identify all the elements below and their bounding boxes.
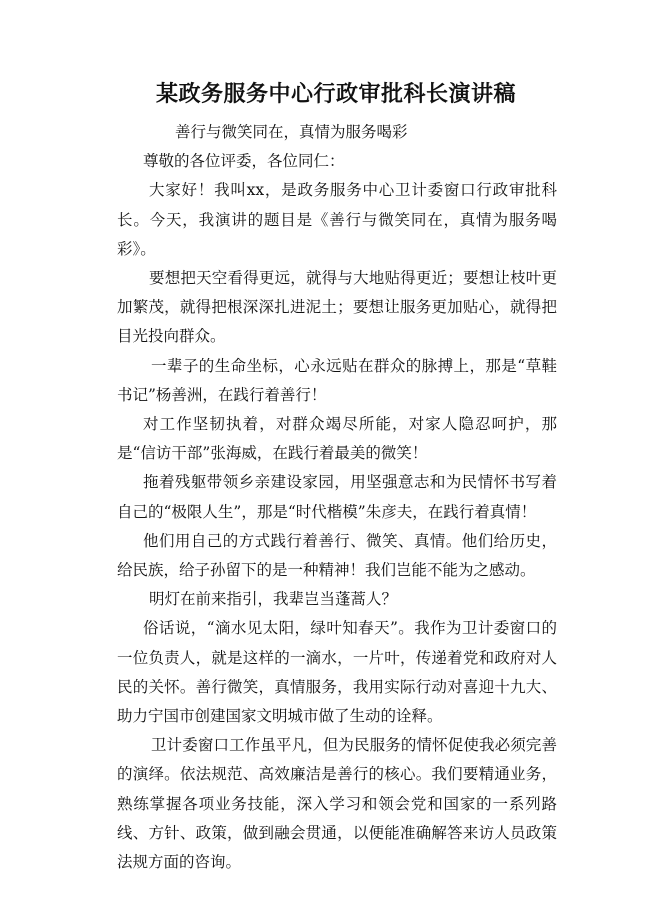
paragraph: 卫计委窗口工作虽平凡，但为民服务的情怀促使我必须完善的演绎。依法规范、高效廉洁是善行的核心。我们要精通业务，熟练掌握各项业务技能，深入学习和领会党和国家的一系列路线、方针、政策，做到融会贯通，以便能准确解答来访人员政策法规方面的咨询。 xyxy=(117,736,557,872)
paragraph: 一辈子的生命坐标，心永远贴在群众的脉搏上，那是“草鞋书记”杨善洲，在践行着善行！ xyxy=(117,356,557,404)
document-title: 某政务服务中心行政审批科长演讲稿 xyxy=(155,81,516,107)
document-body xyxy=(117,118,557,877)
paragraph: 他们用自己的方式践行着善行、微笑、真情。他们给历史，给民族，给子孙留下的是一种精神！我们岂能不能为之感动。 xyxy=(117,531,557,580)
paragraph: 大家好！我叫xx，是政务服务中心卫计委窗口行政审批科长。今天，我演讲的题目是《善行与微笑同在，真情为服务喝彩》。 xyxy=(117,181,557,258)
speech-subtitle: 善行与微笑同在，真情为服务喝彩 xyxy=(175,123,408,141)
paragraph: 俗话说，“滴水见太阳，绿叶知春天”。我作为卫计委窗口的一位负责人，就是这样的一滴水，一片叶，传递着党和政府对人民的关怀。善行微笑，真情服务，我用实际行动对喜迎十九大、助力宁国市创建国家文明城市做了生动的诠释。 xyxy=(117,619,557,726)
paragraph: 要想把天空看得更远，就得与大地贴得更近；要想让枝叶更加繁茂，就得把根深深扎进泥土；要想让服务更加贴心，就得把目光投向群众。 xyxy=(117,269,557,346)
paragraph: 对工作坚韧执着，对群众竭尽所能，对家人隐忍呵护，那是“信访干部”张海威，在践行着最美的微笑！ xyxy=(117,415,557,463)
greeting: 尊敬的各位评委，各位同仁： xyxy=(143,152,345,171)
paragraph: 明灯在前来指引，我辈岂当蓬蒿人？ xyxy=(149,590,398,609)
paragraph: 拖着残躯带领乡亲建设家园，用坚强意志和为民情怀书写着自己的“极限人生”，那是“时代楷模”朱彦夫，在践行着真情！ xyxy=(117,473,557,521)
